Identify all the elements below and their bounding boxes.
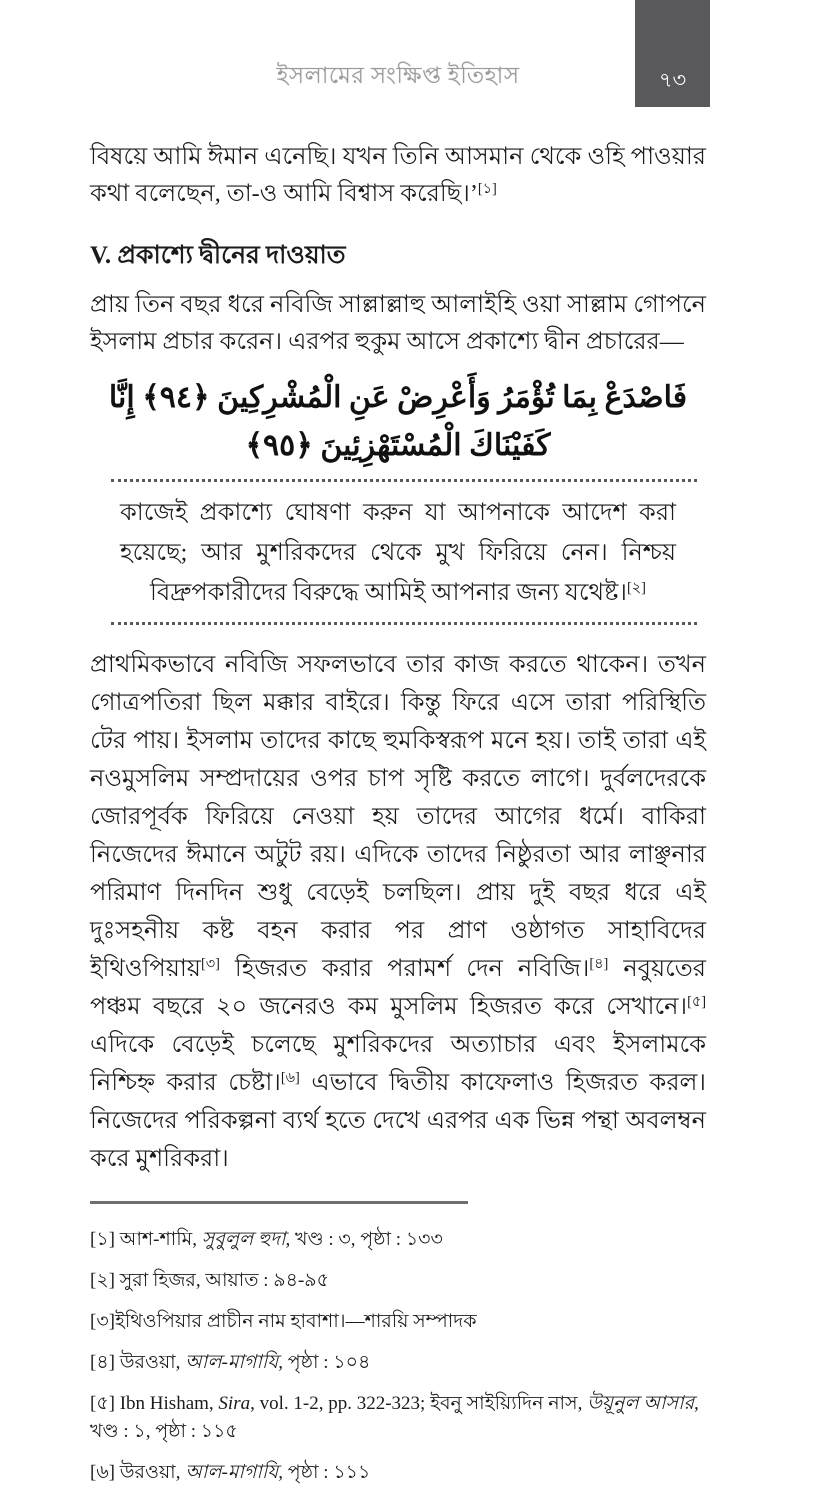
italic-title: আল-মাগাযি,: [185, 1462, 284, 1483]
italic-title: সুবুলুল হুদা,: [201, 1229, 291, 1250]
text-column: [90, 0, 706, 1500]
footnote-separator: [90, 1201, 468, 1204]
italic-title: আল-মাগাযি,: [185, 1352, 283, 1373]
footnote-ref: [১]: [477, 181, 497, 198]
running-head-title: ইসলামের সংক্ষিপ্ত ইতিহাস: [276, 63, 520, 88]
main-paragraph: প্রাথমিকভাবে নবিজি সফলভাবে তার কাজ করতে থাকেন। তখন গোত্রপতিরা ছিল মক্কার বাইরে। কিন্তু ফিরে এসে তারা পরিস্থিতি টের পায়। ইসলাম তাদের কাছে হুমকিস্বরূপ মনে হয়। তাই তারা এই নওমুসলিম সম্প্রদায়ের ওপর চাপ সৃষ্টি করতে লাগে। দুর্বলদেরকে জোরপূর্বক ফিরিয়ে নেওয়া হয় তাদের আগের ধর্মে। বাকিরা নিজেদের ঈমানে অটুট রয়। এদিকে তাদের নিষ্ঠুরতা আর লাঞ্ছনার পরিমাণ দিনদিন শুধু বেড়েই চলছিল। প্রায় দুই বছর ধরে এই দুঃসহনীয় কষ্ট বহন করার পর প্রাণ ওষ্ঠাগত সাহাবিদের ইথিওপিয়ায়[৩] হিজরত করার পরামর্শ দেন নবিজি।[৪] নবুয়তের পঞ্চম বছরে ২০ জনেরও কম মুসলিম হিজরত করে সেখানে।[৫] এদিকে বেড়েই চলেছে মুশরিকদের অত্যাচার এবং ইসলামকে নিশ্চিহ্ন করার চেষ্টা।[৬] এভাবে দ্বিতীয় কাফেলাও হিজরত করল। নিজেদের পরিকল্পনা ব্যর্থ হতে দেখে এরপর এক ভিন্ন পন্থা অবলম্বন করে মুশরিকরা।: [90, 652, 706, 1172]
page-number: ৭৩: [658, 68, 687, 92]
italic-title: উয়ূনুল আসার,: [587, 1393, 699, 1414]
dotted-separator-bottom: [111, 622, 697, 625]
footnote-ref: [৬]: [280, 1070, 300, 1087]
arabic-verse: فَاصْدَعْ بِمَا تُؤْمَرُ وَأَعْرِضْ عَنِ الْمُشْرِكِينَ ﴿٩٤﴾ إِنَّا كَفَيْنَاكَ الْمُسْتَهْزِئِينَ ﴿٩٥﴾: [108, 381, 688, 462]
intro-paragraph: বিষয়ে আমি ঈমান এনেছি। যখন তিনি আসমান থেকে ওহি পাওয়ার কথা বলেছেন, তা-ও আমি বিশ্বাস করেছি।’[১]: [90, 144, 706, 207]
verse-translation: কাজেই প্রকাশ্যে ঘোষণা করুন যা আপনাকে আদেশ করা হয়েছে; আর মুশরিকদের থেকে মুখ ফিরিয়ে নেন। নিশ্চয় বিদ্রুপকারীদের বিরুদ্ধে আমিই আপনার জন্য যথেষ্ট।[২]: [120, 500, 676, 606]
footnote-item: [৩]ইথিওপিয়ার প্রাচীন নাম হাবাশা।—শারয়ি সম্পাদক: [90, 1311, 477, 1332]
footnote-item: [৫] Ibn Hisham, Sira, vol. 1-2, pp. 322-323; ইবনু সাইয়্যিদিন নাস, উয়ূনুল আসার, খণ্ড : ১, পৃষ্ঠা : ১১৫: [90, 1393, 699, 1442]
italic-title: Sira,: [218, 1393, 255, 1414]
footnote-item: [৪] উরওয়া, আল-মাগাযি, পৃষ্ঠা : ১০৪: [90, 1352, 371, 1373]
section-heading: V. প্রকাশ্যে দ্বীনের দাওয়াত: [90, 242, 346, 269]
dotted-separator-top: [111, 479, 697, 482]
footnote-ref: [৪]: [589, 956, 609, 973]
footnote-ref: [২]: [627, 580, 646, 597]
footnote-ref: [৩]: [200, 956, 220, 973]
footnote-item: [৬] উরওয়া, আল-মাগাযি, পৃষ্ঠা : ১১১: [90, 1462, 371, 1483]
lead-paragraph: প্রায় তিন বছর ধরে নবিজি সাল্লাল্লাহু আলাইহি ওয়া সাল্লাম গোপনে ইসলাম প্রচার করেন। এরপর হুকুম আসে প্রকাশ্যে দ্বীন প্রচারের—: [90, 292, 706, 355]
footnotes: [90, 1226, 706, 1487]
footnote-ref: [৫]: [687, 994, 706, 1011]
footnote-item: [২] সুরা হিজর, আয়াত : ৯৪-৯৫: [90, 1270, 329, 1291]
footnote-item: [১] আশ-শামি, সুবুলুল হুদা, খণ্ড : ৩, পৃষ্ঠা : ১৩৩: [90, 1229, 443, 1250]
